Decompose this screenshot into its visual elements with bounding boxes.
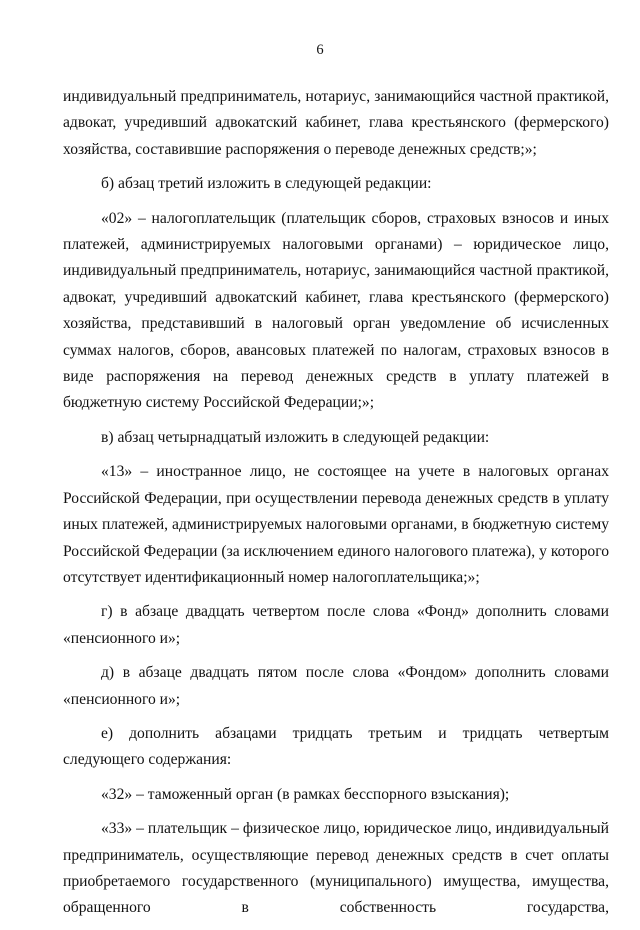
paragraph: «33» – плательщик – физическое лицо, юридическое лицо, индивидуальный предприниматель, осуществляющие перевод денежных средств в счет оплаты приобретаемого государственного (муниципального) имущества, имущества, обращенного в собственность государства, <box>63 820 609 917</box>
paragraph: в) абзац четырнадцатый изложить в следующей редакции: <box>101 428 490 446</box>
paragraph: индивидуальный предприниматель, нотариус, занимающийся частной практикой, адвокат, учредивший адвокатский кабинет, глава крестьянского (фермерского) хозяйства, составившие распоряжения о переводе денежных средств;»; <box>63 88 609 158</box>
paragraph: г) в абзаце двадцать четвертом после слова «Фонд» дополнить словами «пенсионного и»; <box>63 603 609 647</box>
paragraph: д) в абзаце двадцать пятом после слова «Фондом» дополнить словами «пенсионного и»; <box>63 664 609 708</box>
paragraph: «32» – таможенный орган (в рамках бесспорного взыскания); <box>101 785 510 803</box>
document-body <box>63 84 609 930</box>
paragraph: «02» – налогоплательщик (плательщик сборов, страховых взносов и иных платежей, администрируемых налоговыми органами) – юридическое лицо, индивидуальный предприниматель, нотариус, занимающийся частной практикой, адвокат, учредивший адвокатский кабинет, глава крестьянского (фермерского) хозяйства, представивший в налоговый орган уведомление об исчисленных суммах налогов, сборов, авансовых платежей по налогам, страховых взносов в виде распоряжения на перевод денежных средств в уплату платежей в бюджетную систему Российской Федерации;»; <box>63 209 609 412</box>
page-number: 6 <box>316 42 324 58</box>
paragraph: «13» – иностранное лицо, не состоящее на учете в налоговых органах Российской Федерации, при осуществлении перевода денежных средств в уплату иных платежей, администрируемых налоговыми органами, в бюджетную систему Российской Федерации (за исключением единого налогового платежа), у которого отсутствует идентификационный номер налогоплательщика;»; <box>63 463 609 586</box>
paragraph: е) дополнить абзацами тридцать третьим и тридцать четвертым следующего содержания: <box>63 724 609 769</box>
paragraph: б) абзац третий изложить в следующей редакции: <box>101 175 432 193</box>
